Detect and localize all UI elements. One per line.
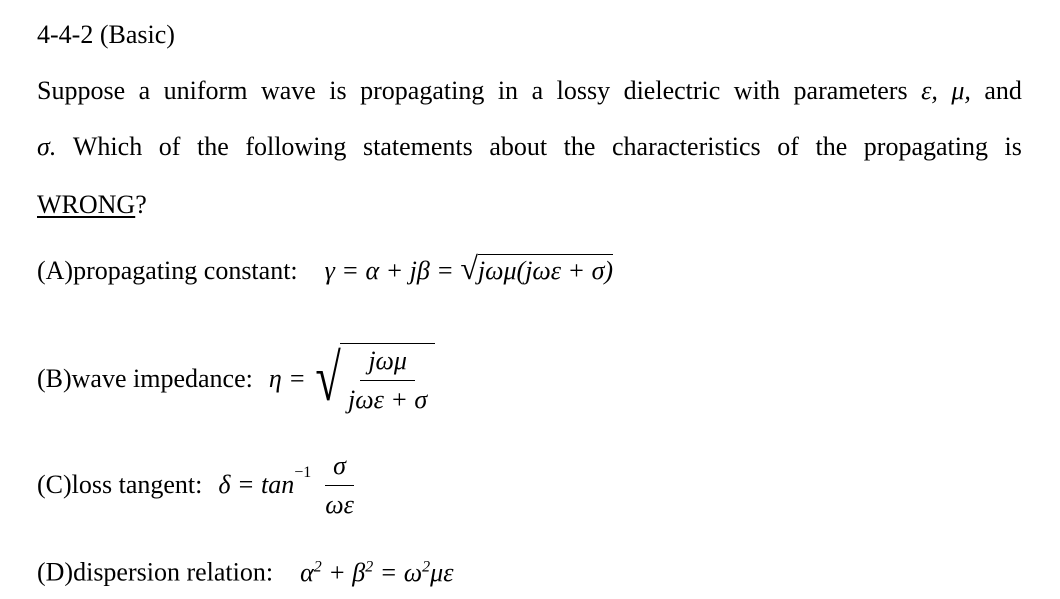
stem-word: the (197, 132, 229, 161)
stem-word: the (815, 132, 848, 161)
stem-word: characteristics (611, 132, 761, 161)
option-c-numerator: σ (325, 451, 354, 486)
stem-word: of (777, 132, 799, 161)
stem-word: Suppose (37, 76, 126, 105)
stem-word: propagating (863, 132, 988, 161)
stem-word: dielectric (623, 76, 721, 105)
stem-word: μ, (951, 76, 971, 105)
question-mark: ? (135, 190, 147, 219)
option-b-radicand (340, 343, 435, 415)
option-d (37, 552, 453, 588)
stem-word: propagating (360, 76, 485, 105)
stem-word: is (1004, 132, 1022, 161)
option-c (37, 450, 362, 520)
stem-word: uniform (163, 76, 248, 105)
stem-word: parameters (793, 76, 908, 105)
option-b-denominator: jωε + σ (348, 385, 428, 414)
option-b (37, 339, 435, 419)
option-c-label: (C)loss tangent: (37, 470, 203, 499)
option-c-denominator: ωε (325, 489, 354, 519)
stem-word: about (489, 132, 548, 161)
option-b-label: (B)wave impedance: (37, 364, 253, 393)
stem-word: lossy (556, 76, 611, 105)
stem-word: a (531, 76, 544, 105)
sqrt-sign-icon: √ (460, 250, 478, 286)
stem-word: of (158, 132, 181, 161)
option-d-label: (D)dispersion relation: (37, 557, 274, 587)
option-b-numerator: jωμ (360, 346, 415, 381)
wrong-emphasis: WRONG (37, 190, 136, 219)
option-c-exponent: −1 (294, 464, 312, 481)
option-b-lhs: η = (268, 364, 306, 393)
option-c-lhs: δ = tan (218, 470, 295, 499)
option-a-lhs: γ = α + jβ = (324, 256, 454, 285)
question-stem-line-2 (37, 132, 1022, 162)
option-a (37, 250, 614, 286)
sqrt-sign-icon: √ (315, 342, 341, 415)
stem-word: ε, (921, 76, 938, 105)
stem-word: wave (260, 76, 316, 105)
stem-word: following (245, 132, 347, 161)
option-d-equation: $\alpha^2 + \beta^2 = \omega^2\mu\varepsilon$ (300, 557, 454, 587)
stem-word: in (497, 76, 519, 105)
option-a-radicand: jωμ(jωε + σ) (477, 256, 614, 285)
stem-word: σ. (37, 132, 57, 161)
stem-word: with (733, 76, 781, 105)
stem-word: the (563, 132, 596, 161)
question-stem-line-1 (37, 76, 1022, 106)
stem-word: a (138, 76, 151, 105)
question-id: 4-4-2 (Basic) (37, 20, 175, 49)
stem-word: is (329, 76, 347, 105)
option-a-label: (A)propagating constant: (37, 256, 298, 285)
stem-word: statements (363, 132, 473, 161)
question-stem-line-3 (37, 190, 147, 220)
stem-word: and (984, 76, 1022, 105)
stem-word: Which (72, 132, 143, 161)
